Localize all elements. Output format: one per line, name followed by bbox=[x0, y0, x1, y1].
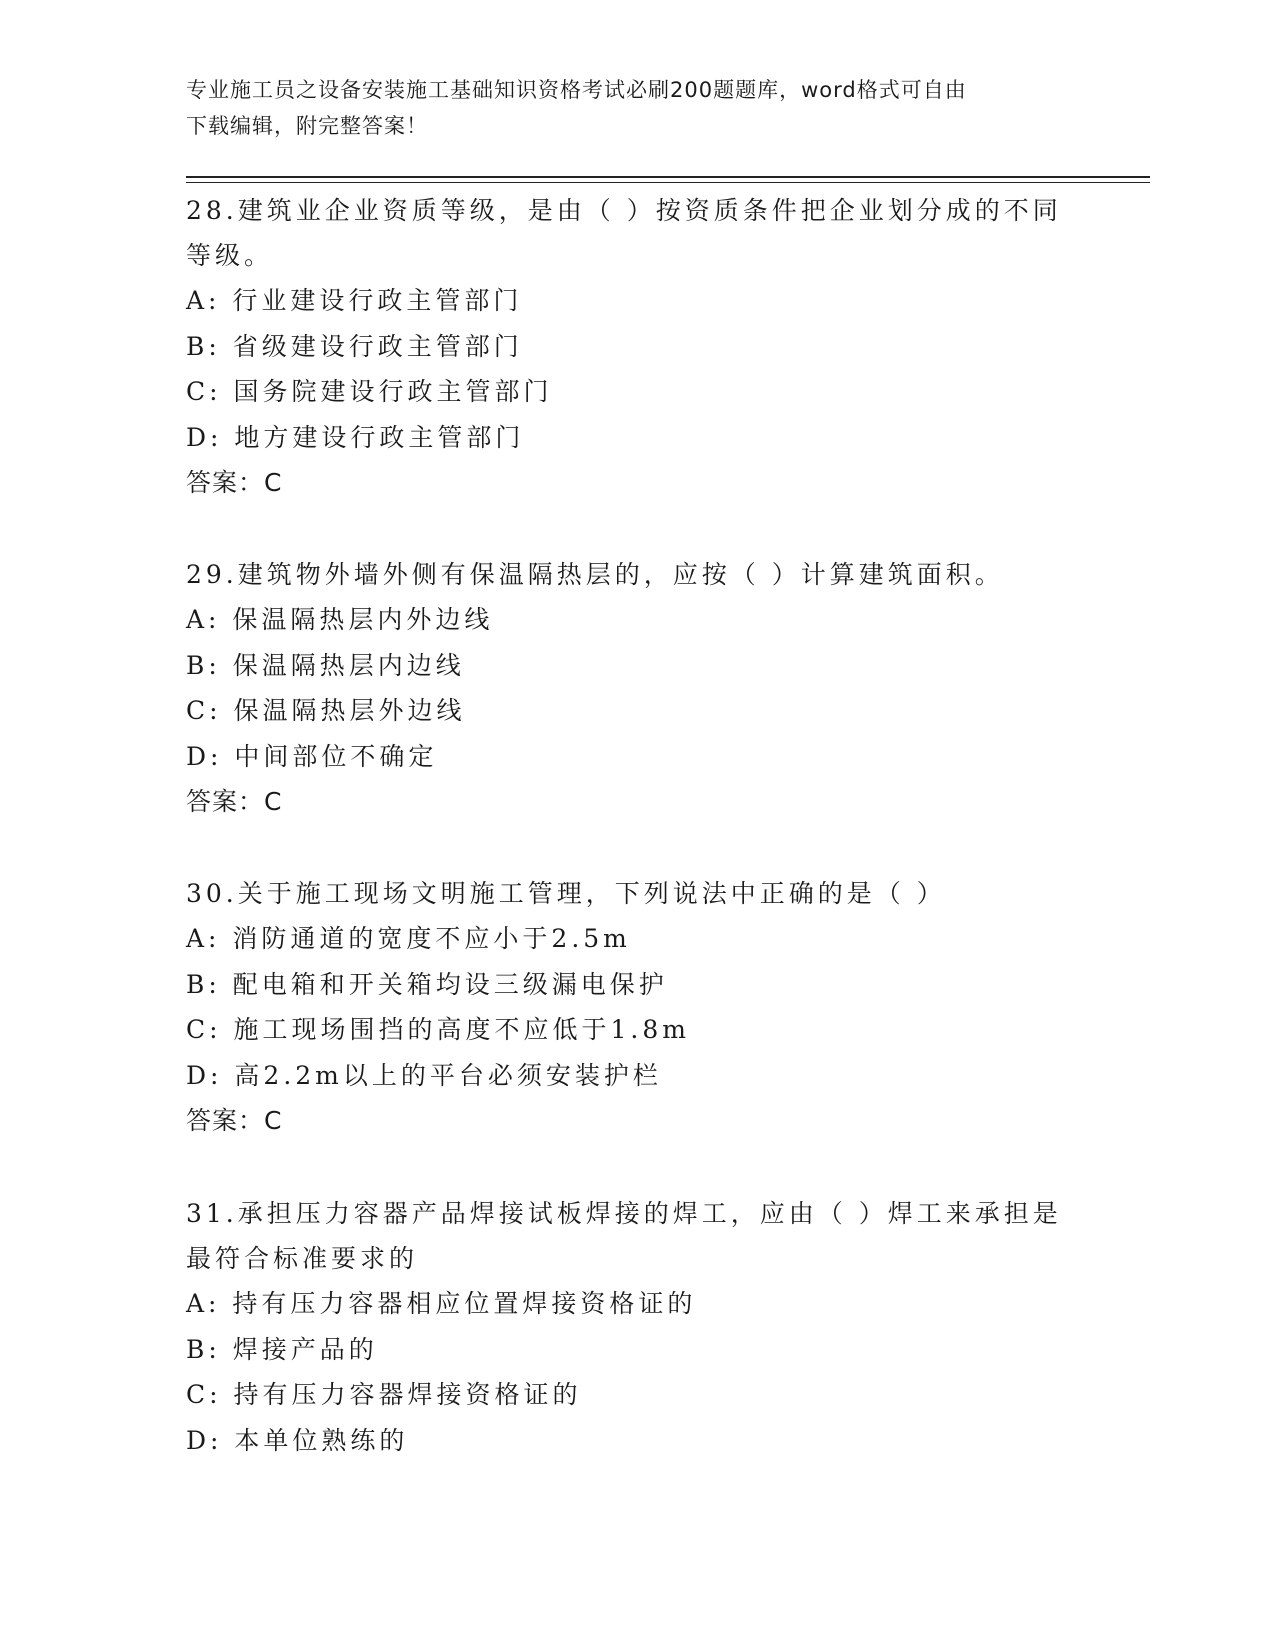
question-31 bbox=[186, 1191, 1066, 1463]
header-title-line-2: 下载编辑，附完整答案！ bbox=[186, 114, 428, 138]
question-stem-line-1: 28.建筑业企业资质等级，是由（ ）按资质条件把企业划分成的不同 bbox=[186, 196, 1062, 225]
option-d: D: 中间部位不确定 bbox=[186, 741, 438, 771]
question-stem bbox=[186, 871, 1066, 916]
question-stem-line-1: 29.建筑物外墙外侧有保温隔热层的，应按（ ）计算建筑面积。 bbox=[186, 560, 1004, 589]
header-divider-thick bbox=[186, 176, 1150, 178]
option-b: B: 焊接产品的 bbox=[186, 1334, 378, 1364]
question-28 bbox=[186, 188, 1066, 505]
question-stem-line-1: 31.承担压力容器产品焊接试板焊接的焊工，应由（ ）焊工来承担是 bbox=[186, 1199, 1062, 1228]
question-stem bbox=[186, 1191, 1066, 1281]
question-stem-line-1: 30.关于施工现场文明施工管理，下列说法中正确的是（ ） bbox=[186, 879, 946, 908]
document-header bbox=[186, 72, 1066, 144]
answer: 答案：C bbox=[186, 1106, 283, 1135]
header-title-line-1: 专业施工员之设备安装施工基础知识资格考试必刷200题题库，word格式可自由 bbox=[186, 78, 967, 102]
option-a: A: 行业建设行政主管部门 bbox=[186, 286, 523, 315]
question-stem bbox=[186, 188, 1066, 278]
option-c: C: 施工现场围挡的高度不应低于1.8m bbox=[186, 1015, 690, 1044]
option-a: A: 保温隔热层内外边线 bbox=[186, 605, 494, 634]
header-divider-thin bbox=[186, 182, 1150, 183]
option-b: B: 省级建设行政主管部门 bbox=[186, 331, 523, 361]
option-d: D: 地方建设行政主管部门 bbox=[186, 422, 525, 452]
answer: 答案：C bbox=[186, 787, 283, 816]
option-c: C: 持有压力容器焊接资格证的 bbox=[186, 1380, 582, 1409]
option-a: A: 消防通道的宽度不应小于2.5m bbox=[186, 924, 631, 953]
option-b: B: 配电箱和开关箱均设三级漏电保护 bbox=[186, 969, 668, 999]
question-stem-line-2: 最符合标准要求的 bbox=[186, 1244, 419, 1273]
answer: 答案：C bbox=[186, 468, 283, 497]
question-stem-line-2: 等级。 bbox=[186, 241, 274, 270]
question-29 bbox=[186, 552, 1066, 824]
option-d: D: 高2.2m以上的平台必须安装护栏 bbox=[186, 1060, 662, 1090]
option-c: C: 保温隔热层外边线 bbox=[186, 696, 466, 725]
question-stem bbox=[186, 552, 1066, 597]
option-d: D: 本单位熟练的 bbox=[186, 1425, 409, 1455]
option-b: B: 保温隔热层内边线 bbox=[186, 650, 465, 680]
option-a: A: 持有压力容器相应位置焊接资格证的 bbox=[186, 1289, 697, 1318]
question-30 bbox=[186, 871, 1066, 1143]
option-c: C: 国务院建设行政主管部门 bbox=[186, 377, 553, 406]
